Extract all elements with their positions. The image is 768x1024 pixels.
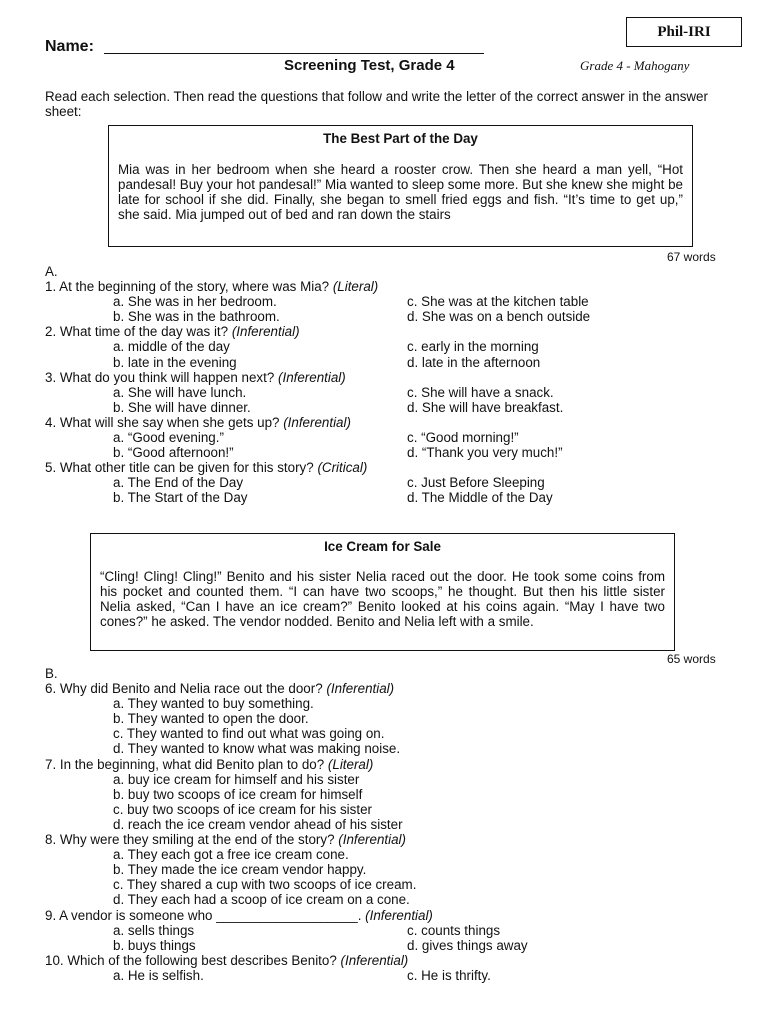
option-d: d. late in the afternoon: [407, 354, 541, 370]
passage-1-box: [108, 125, 693, 247]
passage-1-title: The Best Part of the Day: [323, 131, 478, 146]
option-a: a. She was in her bedroom.: [113, 294, 277, 310]
grade-section-label: Grade 4 - Mahogany: [580, 58, 690, 73]
option-a: a. buy ice cream for himself and his sister: [113, 771, 360, 787]
name-label: Name:: [45, 38, 94, 55]
passage-2-box: [90, 533, 675, 651]
option-d: d. They each had a scoop of ice cream on a cone.: [113, 892, 410, 908]
option-c: c. He is thrifty.: [407, 967, 491, 983]
option-c: c. They wanted to find out what was going on.: [113, 726, 385, 742]
passage-2-text: “Cling! Cling! Cling!” Benito and his sister Nelia raced out the door. He took some coins from his pocket and counted them. “I can have two scoops,” he thought. But then his little sister Nelia asked, “Can I have an ice cream?” Benito looked at his coins again. “May I have two cones?” he asked. The vendor nodded. Benito and Nelia left with a smile.: [100, 569, 665, 629]
option-d: d. She will have breakfast.: [407, 399, 564, 415]
passage-2-title: Ice Cream for Sale: [324, 539, 441, 554]
option-a: a. They wanted to buy something.: [113, 696, 314, 712]
question-stem: 4. What will she say when she gets up? (Inferential): [45, 414, 351, 430]
option-b: b. “Good afternoon!”: [113, 445, 234, 461]
option-a: a. He is selfish.: [113, 967, 204, 983]
option-b: b. late in the evening: [113, 354, 237, 370]
option-c: c. Just Before Sleeping: [407, 475, 545, 491]
section-b: [45, 666, 528, 983]
option-c: c. They shared a cup with two scoops of ice cream.: [113, 877, 417, 893]
question-stem: 3. What do you think will happen next? (Inferential): [45, 369, 346, 385]
question-stem: 2. What time of the day was it? (Inferential): [45, 324, 300, 340]
passage-1-text: Mia was in her bedroom when she heard a rooster crow. Then she heard a man yell, “Hot pandesal! Buy your hot pandesal!” Mia wanted to sleep some more. But she knew she might be late for school if she did. Finally, she began to smell fried eggs and fish. “It’s time to get up,” she said. Mia jumped out of bed and ran down the stairs: [118, 162, 683, 222]
option-a: a. She will have lunch.: [113, 384, 247, 400]
option-c: c. buy two scoops of ice cream for his sister: [113, 801, 372, 817]
option-c: c. “Good morning!”: [407, 430, 519, 446]
option-d: d. “Thank you very much!”: [407, 445, 563, 461]
question-stem: 8. Why were they smiling at the end of the story? (Inferential): [45, 832, 406, 848]
passage-1-word-count: 67 words: [667, 250, 716, 264]
option-c: c. early in the morning: [407, 339, 539, 355]
question-stem: 1. At the beginning of the story, where was Mia? (Literal): [45, 279, 379, 295]
phil-iri-logo-box: Phil-IRI: [626, 17, 742, 47]
option-c: c. counts things: [407, 922, 501, 938]
section-a: [45, 264, 591, 506]
name-blank-line: [104, 53, 484, 54]
question-stem: 10. Which of the following best describes Benito? (Inferential): [45, 952, 409, 968]
option-b: b. They made the ice cream vendor happy.: [113, 862, 367, 878]
option-c: c. She will have a snack.: [407, 384, 554, 400]
passage-2-word-count: 65 words: [667, 652, 716, 666]
option-c: c. She was at the kitchen table: [407, 294, 589, 310]
option-a: a. sells things: [113, 922, 195, 938]
option-d: d. She was on a bench outside: [407, 309, 591, 325]
question-stem: 7. In the beginning, what did Benito plan to do? (Literal): [45, 756, 374, 772]
question-stem: 5. What other title can be given for this story? (Critical): [45, 460, 368, 476]
option-b: b. buy two scoops of ice cream for himself: [113, 786, 363, 802]
test-title: Screening Test, Grade 4: [284, 57, 455, 74]
question-stem: 6. Why did Benito and Nelia race out the door? (Inferential): [45, 681, 395, 697]
option-d: d. The Middle of the Day: [407, 490, 553, 506]
option-a: a. The End of the Day: [113, 475, 244, 491]
instructions: Read each selection. Then read the questions that follow and write the letter of the correct answer in the answer sheet:: [45, 89, 708, 119]
option-a: a. They each got a free ice cream cone.: [113, 847, 349, 863]
option-b: b. They wanted to open the door.: [113, 711, 309, 727]
option-b: b. The Start of the Day: [113, 490, 248, 506]
option-a: a. “Good evening.”: [113, 430, 224, 446]
option-b: b. She will have dinner.: [113, 399, 251, 415]
question-stem: 9. A vendor is someone who ___________________. (Inferential): [45, 907, 433, 923]
section-label: A.: [45, 264, 58, 279]
option-d: d. reach the ice cream vendor ahead of his sister: [113, 816, 403, 832]
option-b: b. She was in the bathroom.: [113, 309, 280, 325]
option-b: b. buys things: [113, 937, 196, 953]
section-label: B.: [45, 666, 58, 681]
option-d: d. gives things away: [407, 937, 528, 953]
option-d: d. They wanted to know what was making noise.: [113, 741, 401, 757]
option-a: a. middle of the day: [113, 339, 230, 355]
